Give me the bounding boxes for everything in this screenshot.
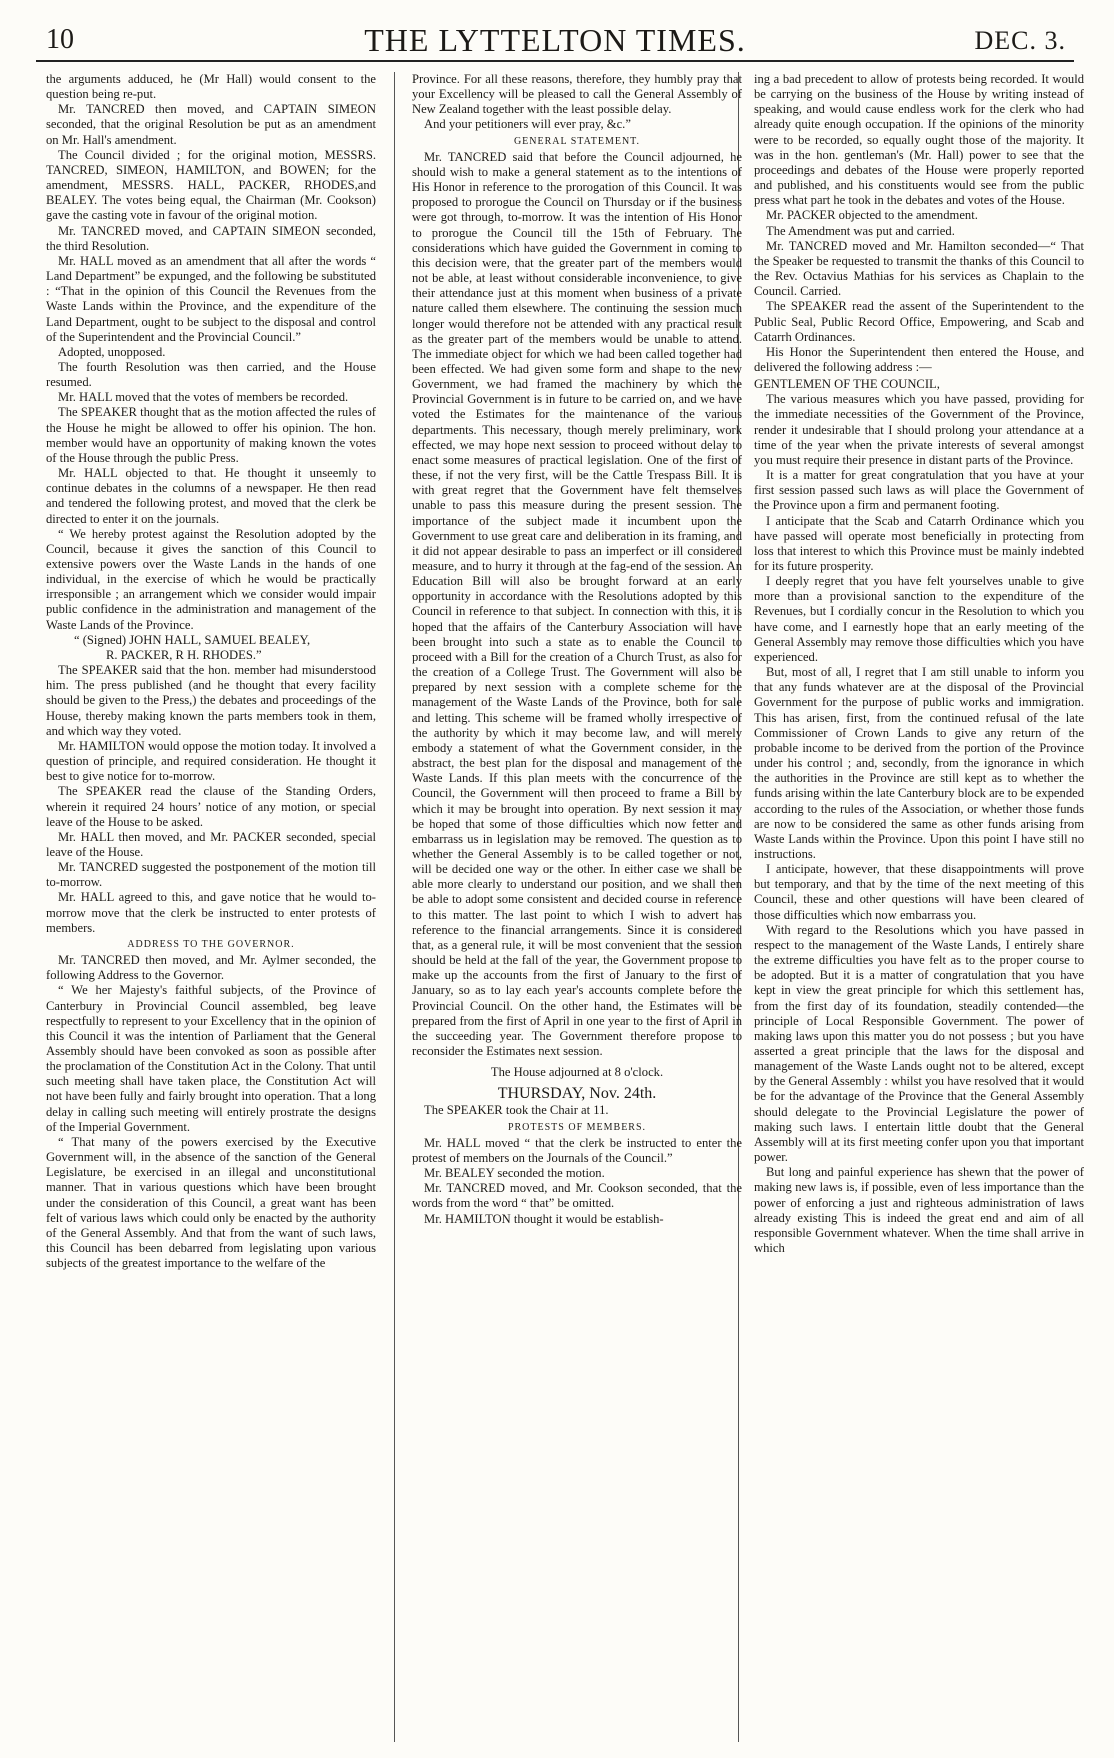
- paragraph: Mr. HALL agreed to this, and gave notice that he would to-morrow move that the clerk be instructed to enter protests of members.: [46, 890, 376, 935]
- paragraph: I anticipate that the Scab and Catarrh Ordinance which you have passed will operate most beneficially in protecting from loss that interest to which this Province must be mainly indebted for its future prosperity.: [754, 513, 1084, 573]
- paragraph: With regard to the Resolutions which you have passed in respect to the management of the Waste Lands, I entirely share the extreme difficulties you have felt as to the proper course to be adopted. But it is a matter of congratulation that you have kept in view the great principle for which this settlement has, from the first day of its foundation, steadily contended—the principle of Local Responsible Government. The power of making laws upon this matter you do not possess ; but you have asserted a great principle that the laws for the disposal and management of the Waste Lands ought not to be altered, except by the General Assembly : whilst you have resolved that it would be for the advantage of the Province that the General Assembly should delegate to the Provincial Legislature the power of making such laws. I entertain little doubt that the General Assembly will at its first meeting confer upon you that important power.: [754, 922, 1084, 1165]
- section-heading: PROTESTS OF MEMBERS.: [507, 1121, 647, 1133]
- paragraph: Mr. TANCRED suggested the postponement of the motion till to-morrow.: [46, 860, 376, 890]
- column-2: [412, 72, 742, 1742]
- paragraph: Mr. HALL objected to that. He thought it unseemly to continue debates in the columns of a newspaper. He then read and tendered the following protest, and moved that the clerk be directed to enter it on the journals.: [46, 466, 376, 526]
- adjournment-line: The House adjourned at 8 o'clock.: [490, 1065, 664, 1080]
- paragraph: Mr. TANCRED said that before the Council adjourned, he should wish to make a general statement as to the intentions of His Honor in reference to the prorogation of this Council. It was proposed to prorogue the Council on Thursday or if the business were got through, to-morrow. It was the intention of His Honor to prorogue the Council till the 15th of February. The considerations which have guided the Government in coming to this decision were, that the greater part of the members would not be able, at least without considerable inconvenience, to give their attendance just at this moment when business of a private nature called them elsewhere. The continuing the session much longer would therefore not be attended with any practical result as the greater part of the members would be unable to attend. The immediate object for which we had been called together had been effected. We had given some form and shape to the new Government, we had framed the machinery by which the Provincial Government is in future to be carried on, and we have voted the Estimates for the maintenance of the various departments. This necessary, though merely preliminary, work effected, we may hope next session to proceed without delay to enact some measures of practical legislation. One of the first of these, if not the very first, will be the Cattle Trespass Bill. It is with great regret that the Government have felt themselves unable to pass this measure during the present session. The importance of the subject made it incumbent upon the Government to use great care and deliberation in its framing, and it did not appear desirable to pass an imperfect or ill considered measure, and to hurry it through at the fag-end of the session. An Education Bill will also be brought forward at an early opportunity in accordance with the Resolutions adopted by this Council in reference to that subject. In connection with this, it is hoped that the affairs of the Canterbury Association will have been brought into such a state as to enable the Council to proceed with a Bill for the creation of a Church Trust, as also for the creation of a College Trust. The Government will also be prepared by next session with a complete scheme for the management of the Waste Lands of the Province, both for sale and letting. This scheme will be framed wholly irrespective of the authority by which it may become law, and will merely embody a statement of what the Government consider, in the abstract, the best plan for the disposal and management of the Waste Lands. If this plan meets with the concurrence of the Council, the Government will then proceed to frame a Bill by which it may be brought into operation. By next session it may be hoped that some of those difficulties which now fetter and embarrass us in legislation may be removed. The question as to whether the General Assembly is to be called together or not, will be decided one way or the other. In either case we shall be able more clearly to understand our position, and we shall then be able to adopt some consistent and decided course in reference to this matter. The last point to which I wish to advert has reference to the financial arrangements. Since it is considered that, as a general rule, it will be most convenient that the session should be held at the fall of the year, the Government propose to make up the accounts from the first of January to the first of January, so as to lay each year's accounts complete before the Provincial Council. On the other hand, the Estimates will be prepared from the first of April in one year to the first of April in the succeeding year. The Government therefore propose to reconsider the Estimates next session.: [412, 149, 742, 1058]
- day-heading: THURSDAY, Nov. 24th.: [497, 1085, 657, 1103]
- paragraph: Mr. HAMILTON thought it would be establish-: [424, 1211, 664, 1226]
- paragraph: Mr. TANCRED moved, and Mr. Cookson seconded, that the words from the word “ that” be omitted.: [412, 1181, 742, 1211]
- section-heading: GENERAL STATEMENT.: [513, 135, 641, 147]
- paragraph: The Council divided ; for the original motion, MESSRS. TANCRED, SIMEON, HAMILTON, and BOWEN; for the amendment, MESSRS. HALL, PACKER, RHODES,and BEALEY. The votes being equal, the Chairman (Mr. Cookson) gave the casting vote in favour of the original motion.: [46, 147, 376, 223]
- page-header: [36, 22, 1074, 62]
- paragraph: I deeply regret that you have felt yourselves unable to give more than a provisional sanction to the expenditure of the Revenues, but I cordially concur in the Resolution to which you have come, and I earnestly hope that an early meeting of the General Assembly may remove those difficulties which you have experienced.: [754, 574, 1084, 664]
- paragraph: Mr. HALL moved as an amendment that all after the words “ Land Department” be expunged, and the following be substituted : “That in the opinion of this Council the Revenues from the Waste Lands within the Province, and the expenditure of the Land Department, ought to be subject to the disposal and control of the Superintendent and the Provincial Council.”: [46, 253, 376, 344]
- paragraph: Mr. PACKER objected to the amendment.: [766, 208, 978, 223]
- paragraph: the arguments adduced, he (Mr Hall) would consent to the question being re-put.: [46, 72, 376, 102]
- paragraph: Mr. TANCRED moved, and CAPTAIN SIMEON seconded, the third Resolution.: [46, 223, 376, 253]
- paragraph: Mr. HALL then moved, and Mr. PACKER seconded, special leave of the House.: [46, 829, 376, 859]
- page-number: 10: [46, 24, 74, 55]
- section-heading: ADDRESS TO THE GOVERNOR.: [127, 938, 295, 950]
- address-salutation: GENTLEMEN OF THE COUNCIL,: [754, 377, 940, 392]
- address-text: “ We her Majesty's faithful subjects, of the Province of Canterbury in Provincial Council assembled, beg leave respectfully to represent to your Excellency that in the opinion of this Council it was the intention of Parliament that the General Assembly should have been convoked as soon as possible after the proclamation of the Constitution Act in the Colony. That until such meeting shall have taken place, the Constitution Act will not have been fully and fairly brought into operation. That a long delay in calling such meeting will entirely prostrate the designs of the Imperial Government.: [46, 983, 376, 1134]
- paragraph: It is a matter for great congratulation that you have at your first session passed such laws as will place the Government of the Province upon a firm and permanent footing.: [754, 468, 1084, 513]
- paragraph: Mr. HAMILTON would oppose the motion today. It involved a question of principle, and required consideration. He thought it best to give notice for to-morrow.: [46, 738, 376, 784]
- paragraph: His Honor the Superintendent then entered the House, and delivered the following address :—: [754, 344, 1084, 374]
- paragraph: The SPEAKER took the Chair at 11.: [424, 1103, 609, 1118]
- paragraph: ing a bad precedent to allow of protests being recorded. It would be carrying on the business of the House by writing instead of speaking, and would cause endless work for the clerk who had already quite enough occupation. If the opinions of the minority were to be recorded, so equally ought those of the majority. It was in the hon. gentleman's (Mr. Hall) power to see that the proceedings and debates of the House were properly reported and published, and his constituents would see from the public press what part he took in the debates and votes of the House.: [754, 72, 1084, 208]
- paragraph: The SPEAKER read the assent of the Superintendent to the Public Seal, Public Record Office, Empowering, and Scab and Catarrh Ordinances.: [754, 299, 1084, 344]
- paragraph: The various measures which you have passed, providing for the immediate necessities of the Government of the Province, render it undesirable that I should prolong your attendance at a time of the year when the private interests of several amongst you must require their presence in distant parts of the Province.: [754, 392, 1084, 467]
- paragraph: Mr. TANCRED then moved, and Mr. Aylmer seconded, the following Address to the Governor.: [46, 953, 376, 983]
- paragraph: The Amendment was put and carried.: [766, 223, 955, 238]
- paragraph: The SPEAKER said that the hon. member had misunderstood him. The press published (and he thought that every facility should be given to the Press,) the debates and proceedings of the House, thereby making known the parts members took in them, and which way they voted.: [46, 663, 376, 738]
- paragraph: Mr. HALL moved “ that the clerk be instructed to enter the protest of members on the Journals of the Council.”: [412, 1135, 742, 1165]
- paragraph: Province. For all these reasons, therefore, they humbly pray that your Excellency will be pleased to call the General Assembly of New Zealand together with the least possible delay.: [412, 72, 742, 117]
- masthead-title: THE LYTTELTON TIMES.: [364, 22, 746, 58]
- protest-signatures: R. PACKER, R H. RHODES.”: [106, 647, 262, 662]
- paragraph: But, most of all, I regret that I am still unable to inform you that any funds whatever are at the disposal of the Provincial Government for the purpose of public works and immigration. This has arisen, first, from the continued refusal of the late Commissioner of Crown Lands to give any return of the probable income to be derived from the portion of the Province under his control ; and, secondly, from the ignorance in which the authorities in the Province are still kept as to whether the funds arising within the late Canterbury block are to be expended according to the rules of the Association, or whether those funds are now to be considered the same as other funds arising from Waste Lands within the Province. Upon this point I have still no instructions.: [754, 665, 1084, 861]
- column-1: [46, 72, 376, 1742]
- paragraph: The fourth Resolution was then carried, and the House resumed.: [46, 359, 376, 390]
- address-text: “ That many of the powers exercised by the Executive Government will, in the absence of the sanction of the General Legislature, be exercised in an illegal and unconstitutional manner. That in various questions which have been brought under the consideration of this Council, a great want has been felt of various laws which could only be enacted by the authority of the General Assembly. And that from the want of such laws, this Council has been debarred from legislating upon various subjects of the greatest importance to the welfare of the: [46, 1134, 376, 1271]
- protest-signatures: “ (Signed) JOHN HALL, SAMUEL BEALEY,: [74, 632, 311, 647]
- paragraph: Mr. HALL moved that the votes of members be recorded.: [58, 390, 349, 405]
- protest-text: “ We hereby protest against the Resolution adopted by the Council, because it gives the sanction of this Council to extensive powers over the Waste Lands in the hands of one individual, in the exercise of which he would be practically irresponsible ; an arrangement which we consider would impair public confidence in the administration and management of the Waste Lands of the Province.: [46, 526, 376, 632]
- paragraph: Mr. TANCRED moved and Mr. Hamilton seconded—“ That the Speaker be requested to transmit the thanks of this Council to the Rev. Octavius Mathias for his services as Chaplain to the Council. Carried.: [754, 238, 1084, 299]
- column-3: [754, 72, 1084, 1742]
- paragraph: Mr. TANCRED then moved, and CAPTAIN SIMEON seconded, that the original Resolution be put as an amendment on Mr. Hall's amendment.: [46, 102, 376, 147]
- paragraph: The SPEAKER thought that as the motion affected the rules of the House he might be allowed to offer his opinion. The hon. member would have an opportunity of making known the votes of the House through the public Press.: [46, 405, 376, 465]
- column-rule: [394, 72, 395, 1742]
- paragraph: The SPEAKER read the clause of the Standing Orders, wherein it required 24 hours’ notice of any motion, or special leave of the House to be asked.: [46, 784, 376, 829]
- paragraph: And your petitioners will ever pray, &c.”: [424, 117, 631, 132]
- paragraph: Adopted, unopposed.: [58, 344, 166, 359]
- paragraph: Mr. BEALEY seconded the motion.: [424, 1166, 605, 1181]
- paragraph: But long and painful experience has shewn that the power of making new laws is, if possible, even of less importance than the power of enforcing a just and righteous administration of laws already existing This is indeed the great end and aim of all responsible Government whatever. When the time shall arrive in which: [754, 1165, 1084, 1256]
- paragraph: I anticipate, however, that these disappointments will prove but temporary, and that by the time of the next meeting of this Council, these and other questions will have been cleared of those difficulties which now embarrass you.: [754, 862, 1084, 922]
- issue-date: DEC. 3.: [974, 26, 1066, 55]
